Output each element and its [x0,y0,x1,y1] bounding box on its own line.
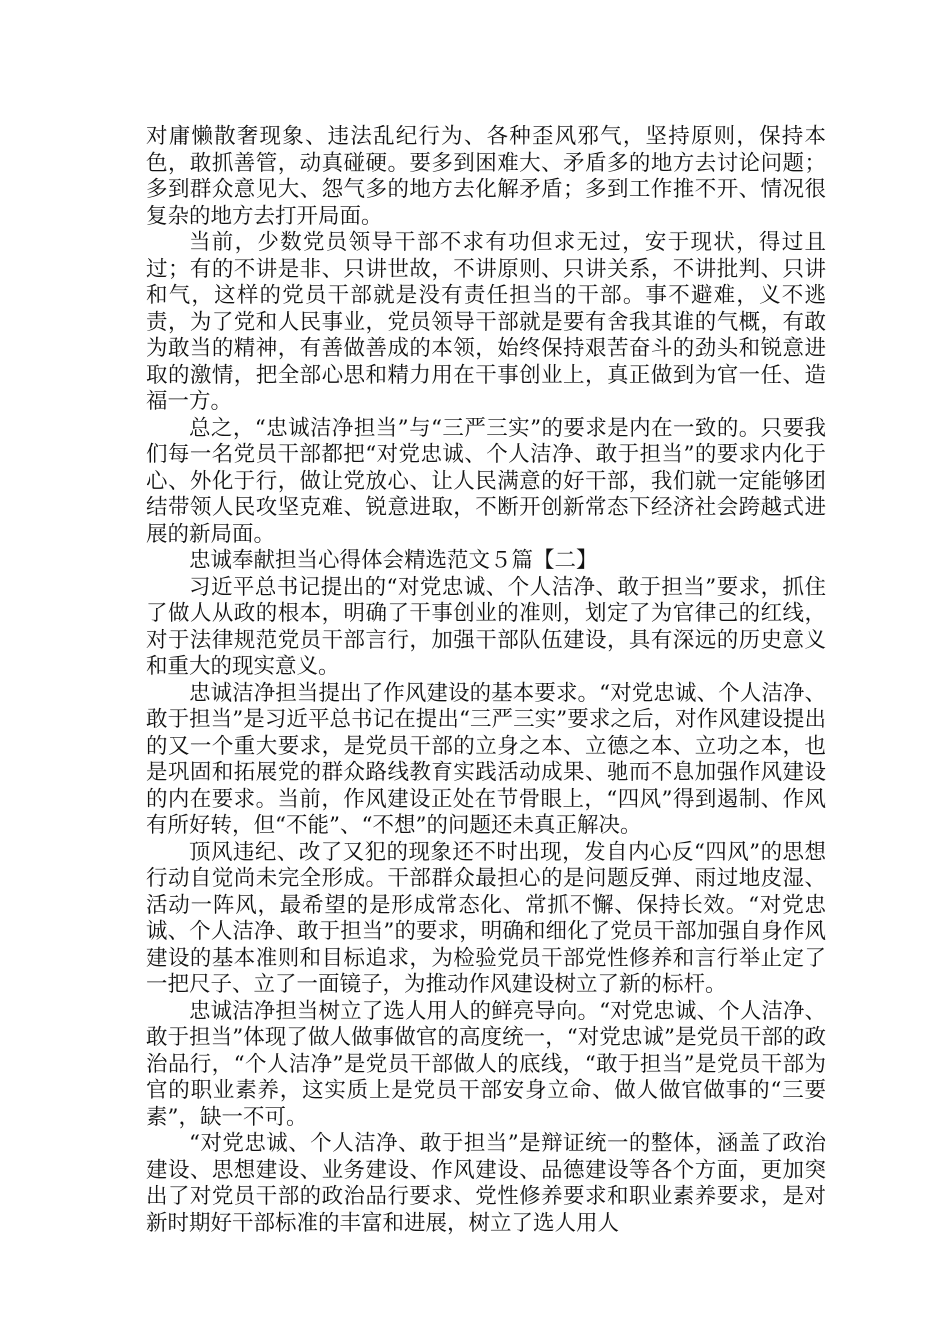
document-page [146,124,826,1237]
paragraph-selection-guidance: 忠诚洁净担当树立了选人用人的鲜亮导向。“对党忠诚、个人洁净、敢于担当”体现了做人做事做官的高度统一，“对党忠诚”是党员干部的政治品行，“个人洁净”是党员干部做人的底线，“敢于担当”是党员干部为官的职业素养，这实质上是党员干部安身立命、做人做官做事的“三要素”，缺一不可。 [146,998,826,1130]
section-heading: 忠诚奉献担当心得体会精选范文５篇【二】 [189,548,598,573]
paragraph-summary: 总之，“忠诚洁净担当”与“三严三实”的要求是内在一致的。只要我们每一名党员干部都把“对党忠诚、个人洁净、敢于担当”的要求内化于心、外化于行，做让党放心、让人民满意的好干部，我们就一定能够团结带领人民攻坚克难、锐意进取，不断开创新常态下经济社会跨越式进展的新局面。 [146,415,826,547]
paragraph-current-situation: 当前，少数党员领导干部不求有功但求无过，安于现状，得过且过；有的不讲是非、只讲世故，不讲原则、只讲关系，不讲批判、只讲和气，这样的党员干部就是没有责任担当的干部。事不避难，义不逃责，为了党和人民事业，党员领导干部就是要有舍我其谁的气概，有敢为敢当的精神，有善做善成的本领，始终保持艰苦奋斗的劲头和锐意进取的激情，把全部心思和精力用在干事创业上，真正做到为官一任、造福一方。 [146,230,826,414]
paragraph-violations: 顶风违纪、改了又犯的现象还不时出现，发自内心反“四风”的思想行动自觉尚未完全形成。干部群众最担心的是问题反弹、雨过地皮湿、活动一阵风，最希望的是形成常态化、常抓不懈、保持长效。“对党忠诚、个人洁净、敢于担当”的要求，明确和细化了党员干部加强自身作风建设的基本准则和目标追求，为检验党员干部党性修养和言行举止定了一把尺子、立了一面镜子，为推动作风建设树立了新的标杆。 [146,839,826,997]
paragraph-dialectical-unity: “对党忠诚、个人洁净、敢于担当”是辩证统一的整体，涵盖了政治建设、思想建设、业务建设、作风建设、品德建设等各个方面，更加突出了对党员干部的政治品行要求、党性修养要求和职业素养要求，是对新时期好干部标准的丰富和进展，树立了选人用人 [146,1131,826,1236]
paragraph-style-building: 忠诚洁净担当提出了作风建设的基本要求。“对党忠诚、个人洁净、敢于担当”是习近平总书记在提出“三严三实”要求之后，对作风建设提出的又一个重大要求，是党员干部的立身之本、立德之本、立功之本，也是巩固和拓展党的群众路线教育实践活动成果、驰而不息加强作风建设的内在要求。当前，作风建设正处在节骨眼上，“四风”得到遏制、作风有所好转，但“不能”、“不想”的问题还未真正解决。 [146,680,826,838]
continuation-paragraph: 对庸懒散奢现象、违法乱纪行为、各种歪风邪气，坚持原则，保持本色，敢抓善管，动真碰硬。要多到困难大、矛盾多的地方去讨论问题；多到群众意见大、怨气多的地方去化解矛盾；多到工作推不开、情况很复杂的地方去打开局面。 [146,124,826,229]
paragraph-requirement-intro: 习近平总书记提出的“对党忠诚、个人洁净、敢于担当”要求，抓住了做人从政的根本，明确了干事创业的准则，划定了为官律己的红线，对于法律规范党员干部言行，加强干部队伍建设，具有深远的历史意义和重大的现实意义。 [146,574,826,679]
